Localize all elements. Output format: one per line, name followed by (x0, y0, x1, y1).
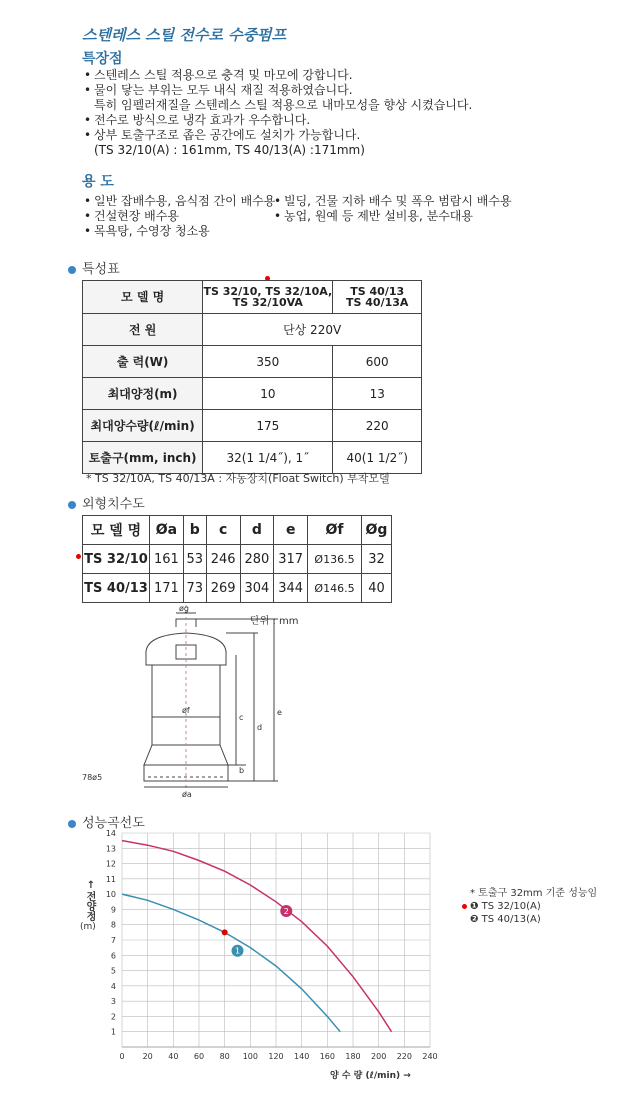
y-tick-label: 7 (110, 936, 116, 945)
spec-value: 600 (333, 346, 422, 378)
legend-item-2: ❷ TS 40/13(A) (470, 914, 541, 925)
x-arrow-icon: → (403, 1071, 411, 1081)
feature-item: 특히 임펠러재질을 스텐레스 스틸 적용으로 내마모성을 향상 시켰습니다. (94, 98, 473, 112)
dims-cell: 161 (150, 545, 184, 574)
badge-1-icon (232, 945, 244, 957)
use-item: • 일반 잡배수용, 음식점 간이 배수용 (84, 194, 276, 208)
badge-2-icon (280, 905, 292, 917)
x-tick-label: 220 (396, 1052, 412, 1061)
dims-cell: 280 (240, 545, 274, 574)
use-item: • 빌딩, 건물 지하 배수 및 폭우 범람시 배수용 (274, 194, 512, 208)
dims-cell: Ø136.5 (308, 545, 362, 574)
x-tick-label: 200 (371, 1052, 387, 1061)
y-axis-unit: (m) (80, 922, 96, 932)
dims-cell: Ø146.5 (308, 574, 362, 603)
y-tick-label: 14 (105, 829, 116, 838)
dims-cell: 40 (361, 574, 391, 603)
bullet-dot-icon (68, 501, 76, 509)
y-tick-label: 5 (110, 966, 116, 976)
spec-table (82, 280, 422, 474)
use-item: • 목욕탕, 수영장 청소용 (84, 224, 210, 238)
spec-label: 출 력(W) (83, 346, 203, 378)
spec-header-col2: TS 40/13 TS 40/13A (333, 281, 422, 314)
legend-item-1: ❶ TS 32/10(A) (470, 900, 597, 913)
label-holes: 78ø5 (82, 773, 103, 782)
spec-header-model: 모 델 명 (83, 281, 203, 314)
dims-header-cell: e (274, 516, 308, 545)
label-e: e (277, 708, 282, 717)
y-tick-label: 8 (110, 920, 116, 930)
y-tick-label: 2 (110, 1012, 116, 1022)
y-tick-label: 13 (105, 844, 116, 854)
spec-value: 32(1 1/4˝), 1˝ (203, 442, 333, 474)
label-a: øa (182, 790, 192, 799)
x-tick-label: 140 (294, 1052, 310, 1061)
dims-cell: 73 (183, 574, 206, 603)
spec-row (83, 346, 422, 378)
dims-cell: TS 40/13 (83, 574, 150, 603)
dims-header-cell: Øg (361, 516, 391, 545)
uses-list-left (84, 194, 275, 239)
feature-item: • 전수로 방식으로 냉각 효과가 우수합니다. (84, 113, 311, 127)
x-axis-title: 양 수 량 (ℓ/min) → (330, 1071, 411, 1081)
bullet-dot-icon (68, 820, 76, 828)
dims-row (83, 545, 392, 574)
dims-table (82, 515, 392, 603)
label-d: d (257, 723, 263, 732)
y-tick-label: 6 (110, 951, 116, 961)
label-c: c (239, 713, 244, 722)
uses-heading: 용 도 (82, 174, 114, 190)
label-f: øf (182, 706, 190, 715)
x-tick-label: 240 (422, 1052, 438, 1061)
uses-list-right (274, 194, 512, 224)
y-tick-label: 3 (110, 997, 116, 1007)
unit-label: 단위 : mm (250, 616, 299, 627)
dims-row (83, 574, 392, 603)
spec-value: 13 (333, 378, 422, 410)
dims-header-cell: Øa (150, 516, 184, 545)
dims-cell: 344 (274, 574, 308, 603)
y-axis-title (84, 880, 98, 921)
use-item: • 농업, 원예 등 제반 설비용, 분수대용 (274, 209, 473, 223)
spec-header-row (83, 281, 422, 314)
x-tick-label: 80 (219, 1052, 230, 1061)
dims-cell: 53 (183, 545, 206, 574)
spec-row-power (83, 314, 422, 346)
y-tick-label: 4 (110, 981, 116, 991)
x-tick-label: 60 (193, 1052, 205, 1061)
red-marker-point (222, 929, 228, 935)
red-marker-dot (76, 554, 81, 559)
dims-cell: 246 (206, 545, 240, 574)
dims-header-cell: c (206, 516, 240, 545)
features-list (84, 68, 472, 158)
spec-label: 최대양정(m) (83, 378, 203, 410)
y-axis-label: 전양정 (84, 891, 95, 921)
spec-value: 10 (203, 378, 333, 410)
spec-value: 40(1 1/2˝) (333, 442, 422, 474)
use-item: • 건설현장 배수용 (84, 209, 179, 223)
dims-cell: 269 (206, 574, 240, 603)
y-tick-label: 10 (105, 890, 116, 900)
pump-dimension-drawing (82, 604, 336, 800)
x-tick-label: 120 (268, 1052, 284, 1061)
spec-label: 전 원 (83, 314, 203, 346)
series-line-ts40 (122, 841, 392, 1032)
svg-text:2: 2 (283, 906, 289, 916)
dims-section-heading: 외형치수도 (68, 493, 145, 512)
features-heading: 특장점 (82, 51, 123, 67)
performance-chart (100, 825, 440, 1070)
y-tick-label: 1 (110, 1027, 116, 1037)
dims-cell: 304 (240, 574, 274, 603)
svg-text:1: 1 (234, 946, 241, 956)
x-tick-label: 180 (345, 1052, 361, 1061)
x-tick-label: 100 (242, 1052, 258, 1061)
feature-item: • 스텐레스 스틸 적용으로 충격 및 마모에 강합니다. (84, 68, 353, 82)
chart-legend (470, 887, 597, 926)
spec-value: 175 (203, 410, 333, 442)
curve-section-heading: 성능곡선도 (68, 812, 145, 831)
spec-label: 토출구(mm, inch) (83, 442, 203, 474)
feature-item: • 상부 토출구조로 좁은 공간에도 설치가 가능합니다. (84, 128, 361, 142)
y-arrow-icon: ↑ (86, 880, 96, 891)
dims-header-cell: d (240, 516, 274, 545)
spec-section-heading: 특성표 (68, 258, 120, 277)
page-title: 스텐레스 스틸 전수로 수중펌프 (82, 26, 287, 44)
legend-note: * 토출구 32mm 기준 성능임 (470, 888, 598, 899)
dims-header-cell: b (183, 516, 206, 545)
spec-value: 350 (203, 346, 333, 378)
dims-header-row (83, 516, 392, 545)
x-tick-label: 0 (119, 1052, 125, 1061)
spec-row (83, 442, 422, 474)
y-tick-label: 9 (110, 905, 116, 915)
dims-cell: 317 (274, 545, 308, 574)
spec-label: 최대양수량(ℓ/min) (83, 410, 203, 442)
label-b: b (239, 766, 245, 775)
spec-row (83, 378, 422, 410)
x-tick-label: 20 (142, 1052, 153, 1061)
spec-header-col1: TS 32/10, TS 32/10A, TS 32/10VA (203, 281, 333, 314)
series-line-ts32 (122, 894, 340, 1032)
spec-row (83, 410, 422, 442)
dims-header-cell: Øf (308, 516, 362, 545)
dims-cell: 171 (150, 574, 184, 603)
spec-note: * TS 32/10A, TS 40/13A : 자동장치(Float Switch) 부착모델 (86, 472, 390, 485)
dims-cell: TS 32/10 (83, 545, 150, 574)
dims-header-cell: 모 델 명 (83, 516, 150, 545)
bullet-dot-icon (68, 266, 76, 274)
dims-cell: 32 (361, 545, 391, 574)
x-tick-label: 40 (168, 1052, 179, 1061)
spec-value: 220 (333, 410, 422, 442)
label-g: øg (179, 604, 189, 613)
y-tick-label: 12 (105, 859, 116, 869)
x-tick-label: 160 (319, 1052, 335, 1061)
spec-value: 단상 220V (203, 314, 422, 346)
feature-item: • 물이 닿는 부위는 모두 내식 재질 적용하였습니다. (84, 83, 353, 97)
y-tick-label: 11 (105, 874, 116, 884)
feature-item: (TS 32/10(A) : 161mm, TS 40/13(A) :171mm) (94, 143, 365, 157)
chart-grid (122, 833, 430, 1047)
